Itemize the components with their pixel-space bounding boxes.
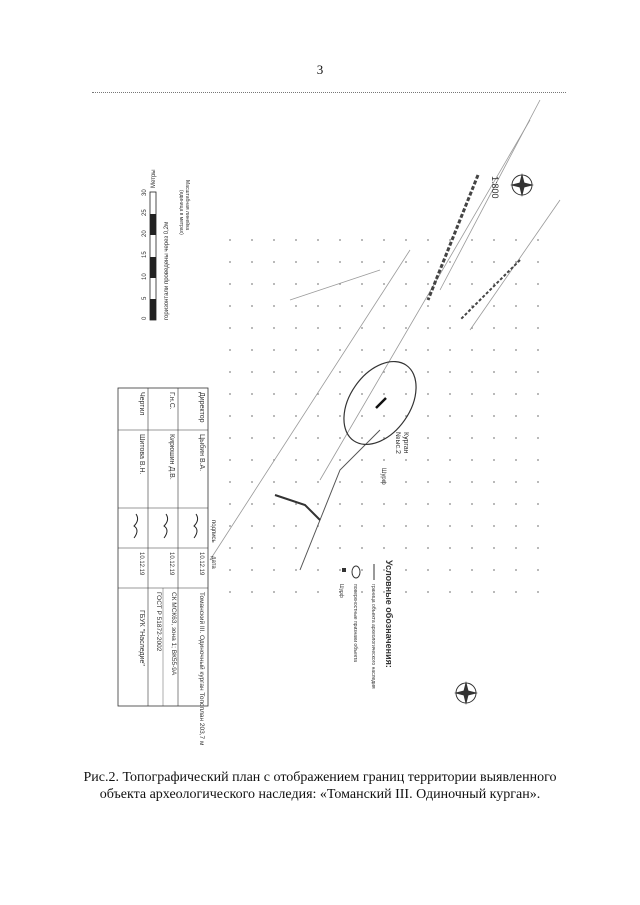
grid-dot <box>383 283 385 285</box>
grid-dot <box>537 305 539 307</box>
grid-dot <box>493 393 495 395</box>
grid-dot <box>339 569 341 571</box>
grid-dot <box>339 305 341 307</box>
name: Кирюшин Д.В. <box>168 434 175 480</box>
grid-dot <box>471 547 473 549</box>
grid-dot <box>471 459 473 461</box>
grid-dot <box>405 393 407 395</box>
grid-dot <box>361 481 363 483</box>
grid-dot <box>515 591 517 593</box>
date-header: дата <box>210 556 216 569</box>
grid-dot <box>273 547 275 549</box>
grid-dot <box>427 305 429 307</box>
grid-dot <box>229 393 231 395</box>
signature-image <box>194 514 198 538</box>
grid-dot <box>449 327 451 329</box>
grid-dot <box>339 327 341 329</box>
grid-dot <box>229 371 231 373</box>
grid-dot <box>383 547 385 549</box>
grid-dot <box>295 327 297 329</box>
grid-dot <box>537 459 539 461</box>
grid-dot <box>493 437 495 439</box>
grid-dot <box>537 503 539 505</box>
grid-dot <box>449 459 451 461</box>
grid-dot <box>449 393 451 395</box>
grid-dot <box>317 481 319 483</box>
grid-dot <box>515 305 517 307</box>
project-title: Томанский III. Одиночный курган Топоплан 203,7 м <box>198 592 205 746</box>
grid-dot <box>295 591 297 593</box>
grid-dot <box>295 481 297 483</box>
grid-dot <box>427 547 429 549</box>
grid-dot <box>427 459 429 461</box>
grid-dot <box>317 437 319 439</box>
grid-dot <box>339 459 341 461</box>
road-line <box>428 175 478 300</box>
grid-dot <box>317 415 319 417</box>
grid-dot <box>405 283 407 285</box>
grid-dot <box>229 239 231 241</box>
grid-dot <box>537 327 539 329</box>
scale-bar-title: Масштабная линейка <box>184 180 190 231</box>
date: 10.12.19 <box>168 552 174 576</box>
grid-dot <box>471 481 473 483</box>
grid-dot <box>295 239 297 241</box>
grid-dot <box>229 305 231 307</box>
legend-pit-swatch <box>342 568 346 572</box>
grid-dot <box>515 283 517 285</box>
grid-dot <box>515 393 517 395</box>
grid-dot <box>229 481 231 483</box>
grid-dot <box>471 569 473 571</box>
grid-dot <box>229 503 231 505</box>
grid-dot <box>229 415 231 417</box>
grid-dot <box>229 261 231 263</box>
grid-dot <box>405 327 407 329</box>
grid-dot <box>317 261 319 263</box>
grid-dot <box>361 261 363 263</box>
scale-tick: 15 <box>142 251 148 258</box>
grid-dot <box>515 371 517 373</box>
contour-line <box>290 270 380 300</box>
grid-dot <box>273 503 275 505</box>
page-number: 3 <box>316 62 324 77</box>
grid-dot <box>273 261 275 263</box>
grid-dot <box>273 283 275 285</box>
grid-dot <box>229 437 231 439</box>
grid-dot <box>449 437 451 439</box>
grid-dot <box>251 481 253 483</box>
grid-dot <box>405 261 407 263</box>
road-band <box>428 175 520 320</box>
grid-dot <box>361 415 363 417</box>
grid-dot <box>537 415 539 417</box>
mound-label: Курган <box>402 432 409 454</box>
legend-ellipse-swatch <box>352 566 360 578</box>
grid-dot <box>515 459 517 461</box>
object-boundary <box>300 430 380 570</box>
title-block <box>118 388 216 746</box>
grid-dot <box>317 349 319 351</box>
grid-dot <box>493 349 495 351</box>
grid-dot <box>339 239 341 241</box>
grid-dot <box>361 327 363 329</box>
grid-dot <box>449 283 451 285</box>
date: 10.12.19 <box>138 552 144 576</box>
coordinate-system: СК МСК63, зона 1; ВК55-9А <box>170 592 177 676</box>
grid-dot <box>273 415 275 417</box>
grid-dot <box>493 415 495 417</box>
grid-dot <box>295 393 297 395</box>
grid-dot <box>229 547 231 549</box>
role: Г.н.С. <box>168 392 175 410</box>
grid-dot <box>251 547 253 549</box>
grid-dot <box>515 349 517 351</box>
grid-dot <box>537 239 539 241</box>
grid-dot <box>251 437 253 439</box>
grid-dot <box>317 547 319 549</box>
grid-dot <box>471 349 473 351</box>
caption-line: объекта археологического наследия: «Томанский III. Одиночный курган». <box>99 787 541 802</box>
grid-dot <box>251 503 253 505</box>
grid-dot <box>449 481 451 483</box>
grid-dot <box>449 569 451 571</box>
grid-dot <box>515 327 517 329</box>
signature-header: подпись <box>210 520 216 543</box>
scale-bar <box>142 169 170 320</box>
grid-dot <box>273 393 275 395</box>
grid-dot <box>229 283 231 285</box>
grid-dot <box>273 305 275 307</box>
grid-dot <box>317 591 319 593</box>
grid-dot <box>273 591 275 593</box>
grid-dot <box>383 305 385 307</box>
grid-dot <box>251 525 253 527</box>
grid-dot <box>449 261 451 263</box>
grid-dot <box>493 503 495 505</box>
grid-dot <box>515 569 517 571</box>
grid-dot <box>295 569 297 571</box>
grid-dot <box>405 349 407 351</box>
grid-dot <box>493 547 495 549</box>
scale-unit: Метры <box>151 169 157 188</box>
grid-dot <box>251 371 253 373</box>
grid-dot <box>273 349 275 351</box>
grid-dot <box>427 393 429 395</box>
grid-dot <box>471 261 473 263</box>
grid-dot <box>493 261 495 263</box>
mound-number: №ыс.2 <box>394 432 401 454</box>
grid-dot <box>537 393 539 395</box>
grid-dot <box>383 415 385 417</box>
grid-dot <box>405 459 407 461</box>
grid-dot <box>251 393 253 395</box>
contour-note: горизонтали проведены через 0,2м <box>164 221 170 320</box>
grid-dot <box>537 371 539 373</box>
road-line <box>460 260 520 320</box>
grid-dot <box>515 547 517 549</box>
grid-dot <box>537 261 539 263</box>
coordinate-grid <box>229 239 539 593</box>
grid-dot <box>515 481 517 483</box>
grid-dot <box>273 481 275 483</box>
contour-line <box>320 120 530 480</box>
mound-center-mark <box>376 398 386 408</box>
grid-dot <box>427 261 429 263</box>
grid-dot <box>317 239 319 241</box>
grid-dot <box>295 459 297 461</box>
grid-dot <box>405 481 407 483</box>
grid-dot <box>427 591 429 593</box>
grid-dot <box>339 349 341 351</box>
grid-dot <box>361 569 363 571</box>
grid-dot <box>317 503 319 505</box>
grid-dot <box>273 327 275 329</box>
grid-dot <box>537 569 539 571</box>
grid-dot <box>471 393 473 395</box>
grid-dot <box>251 239 253 241</box>
grid-dot <box>251 569 253 571</box>
legend-item: Шурф <box>338 584 344 598</box>
grid-dot <box>361 239 363 241</box>
grid-dot <box>229 349 231 351</box>
shurf-label: Шурф <box>380 468 386 485</box>
grid-dot <box>339 547 341 549</box>
grid-dot <box>515 239 517 241</box>
grid-dot <box>361 547 363 549</box>
scale-tick: 5 <box>142 296 148 300</box>
grid-dot <box>339 503 341 505</box>
grid-dot <box>493 569 495 571</box>
grid-dot <box>295 305 297 307</box>
grid-dot <box>251 305 253 307</box>
grid-dot <box>493 525 495 527</box>
grid-dot <box>295 371 297 373</box>
north-arrow-icon-secondary <box>454 681 478 705</box>
grid-dot <box>295 503 297 505</box>
grid-dot <box>449 305 451 307</box>
boundary-segment <box>275 495 320 520</box>
grid-dot <box>339 525 341 527</box>
role: Чертил <box>138 392 145 416</box>
grid-dot <box>515 437 517 439</box>
grid-dot <box>537 525 539 527</box>
grid-dot <box>273 437 275 439</box>
grid-dot <box>383 349 385 351</box>
grid-dot <box>251 349 253 351</box>
scale-tick: 25 <box>142 209 148 216</box>
grid-dot <box>405 371 407 373</box>
legend-item: граница объекта археологического наследия <box>370 584 376 689</box>
grid-dot <box>471 525 473 527</box>
grid-dot <box>449 349 451 351</box>
grid-dot <box>427 327 429 329</box>
grid-dot <box>295 261 297 263</box>
grid-dot <box>361 393 363 395</box>
grid-dot <box>471 415 473 417</box>
grid-dot <box>251 327 253 329</box>
grid-dot <box>449 239 451 241</box>
grid-dot <box>405 503 407 505</box>
grid-dot <box>405 591 407 593</box>
grid-dot <box>515 525 517 527</box>
grid-dot <box>493 305 495 307</box>
grid-dot <box>427 525 429 527</box>
grid-dot <box>449 415 451 417</box>
contour-lines <box>210 100 560 560</box>
grid-dot <box>273 569 275 571</box>
grid-dot <box>471 371 473 373</box>
grid-dot <box>229 525 231 527</box>
figure-caption <box>70 769 570 803</box>
grid-dot <box>361 459 363 461</box>
grid-dot <box>229 591 231 593</box>
grid-dot <box>295 349 297 351</box>
scale-tick: 20 <box>142 230 148 237</box>
grid-dot <box>515 415 517 417</box>
grid-dot <box>317 569 319 571</box>
grid-dot <box>251 591 253 593</box>
grid-dot <box>251 415 253 417</box>
signature-image <box>164 514 168 538</box>
grid-dot <box>295 437 297 439</box>
grid-dot <box>449 525 451 527</box>
legend-item: поверхностные признаки объекта <box>352 584 358 663</box>
grid-dot <box>493 371 495 373</box>
grid-dot <box>295 415 297 417</box>
grid-dot <box>361 437 363 439</box>
grid-dot <box>383 393 385 395</box>
grid-dot <box>339 371 341 373</box>
grid-dot <box>339 261 341 263</box>
grid-dot <box>229 569 231 571</box>
grid-dot <box>295 283 297 285</box>
scale-tick: 0 <box>142 316 148 320</box>
grid-dot <box>493 481 495 483</box>
grid-dot <box>537 591 539 593</box>
grid-dot <box>361 349 363 351</box>
grid-dot <box>361 503 363 505</box>
grid-dot <box>427 239 429 241</box>
grid-dot <box>229 459 231 461</box>
grid-dot <box>515 503 517 505</box>
role: Директор <box>198 392 205 423</box>
grid-dot <box>537 437 539 439</box>
grid-dot <box>427 371 429 373</box>
grid-dot <box>537 349 539 351</box>
grid-dot <box>537 481 539 483</box>
legend-title: Условные обозначения: <box>384 560 394 668</box>
scale-tick: 10 <box>142 273 148 280</box>
signature-image <box>134 514 138 538</box>
grid-dot <box>471 591 473 593</box>
name: Цыбин В.А. <box>198 434 205 472</box>
grid-dot <box>449 591 451 593</box>
grid-dot <box>449 371 451 373</box>
grid-dot <box>361 283 363 285</box>
grid-dot <box>405 239 407 241</box>
grid-dot <box>405 547 407 549</box>
grid-dot <box>317 459 319 461</box>
scale-tick: 30 <box>142 189 148 196</box>
grid-dot <box>383 459 385 461</box>
grid-dot <box>427 481 429 483</box>
grid-dot <box>471 239 473 241</box>
grid-dot <box>405 305 407 307</box>
grid-dot <box>251 283 253 285</box>
scale-bar-subtitle: (единица в метрах) <box>178 190 184 235</box>
grid-dot <box>339 437 341 439</box>
grid-dot <box>317 283 319 285</box>
grid-dot <box>317 371 319 373</box>
grid-dot <box>383 261 385 263</box>
grid-dot <box>493 459 495 461</box>
grid-dot <box>427 283 429 285</box>
grid-dot <box>295 525 297 527</box>
grid-dot <box>471 503 473 505</box>
grid-dot <box>317 305 319 307</box>
grid-dot <box>273 239 275 241</box>
grid-dot <box>427 569 429 571</box>
grid-dot <box>273 371 275 373</box>
grid-dot <box>361 371 363 373</box>
grid-dot <box>449 503 451 505</box>
grid-dot <box>251 261 253 263</box>
legend <box>338 560 394 689</box>
standard: ГОСТ Р 51872-2002 <box>155 592 162 652</box>
grid-dot <box>449 547 451 549</box>
grid-dot <box>427 503 429 505</box>
grid-dot <box>229 327 231 329</box>
grid-dot <box>383 503 385 505</box>
caption-line: Рис.2. Топографический план с отображением границ территории выявленного <box>83 770 557 785</box>
grid-dot <box>405 569 407 571</box>
grid-dot <box>427 415 429 417</box>
name: Шитова В.Н. <box>138 434 145 475</box>
grid-dot <box>405 525 407 527</box>
grid-dot <box>471 283 473 285</box>
grid-dot <box>273 525 275 527</box>
grid-dot <box>471 437 473 439</box>
grid-dot <box>361 305 363 307</box>
grid-dot <box>383 239 385 241</box>
date: 10.12.19 <box>198 552 204 576</box>
organization: ГБУК "Наследие" <box>138 610 145 666</box>
grid-dot <box>339 393 341 395</box>
grid-dot <box>339 415 341 417</box>
grid-dot <box>493 591 495 593</box>
north-arrow-icon <box>510 173 534 197</box>
grid-dot <box>317 327 319 329</box>
grid-dot <box>537 283 539 285</box>
grid-dot <box>427 437 429 439</box>
grid-dot <box>493 239 495 241</box>
grid-dot <box>295 547 297 549</box>
grid-dot <box>427 349 429 351</box>
grid-dot <box>251 459 253 461</box>
grid-dot <box>339 481 341 483</box>
map-scale: 1:800 <box>490 176 500 199</box>
grid-dot <box>493 327 495 329</box>
grid-dot <box>361 525 363 527</box>
grid-dot <box>361 591 363 593</box>
grid-dot <box>537 547 539 549</box>
grid-dot <box>383 327 385 329</box>
grid-dot <box>383 525 385 527</box>
